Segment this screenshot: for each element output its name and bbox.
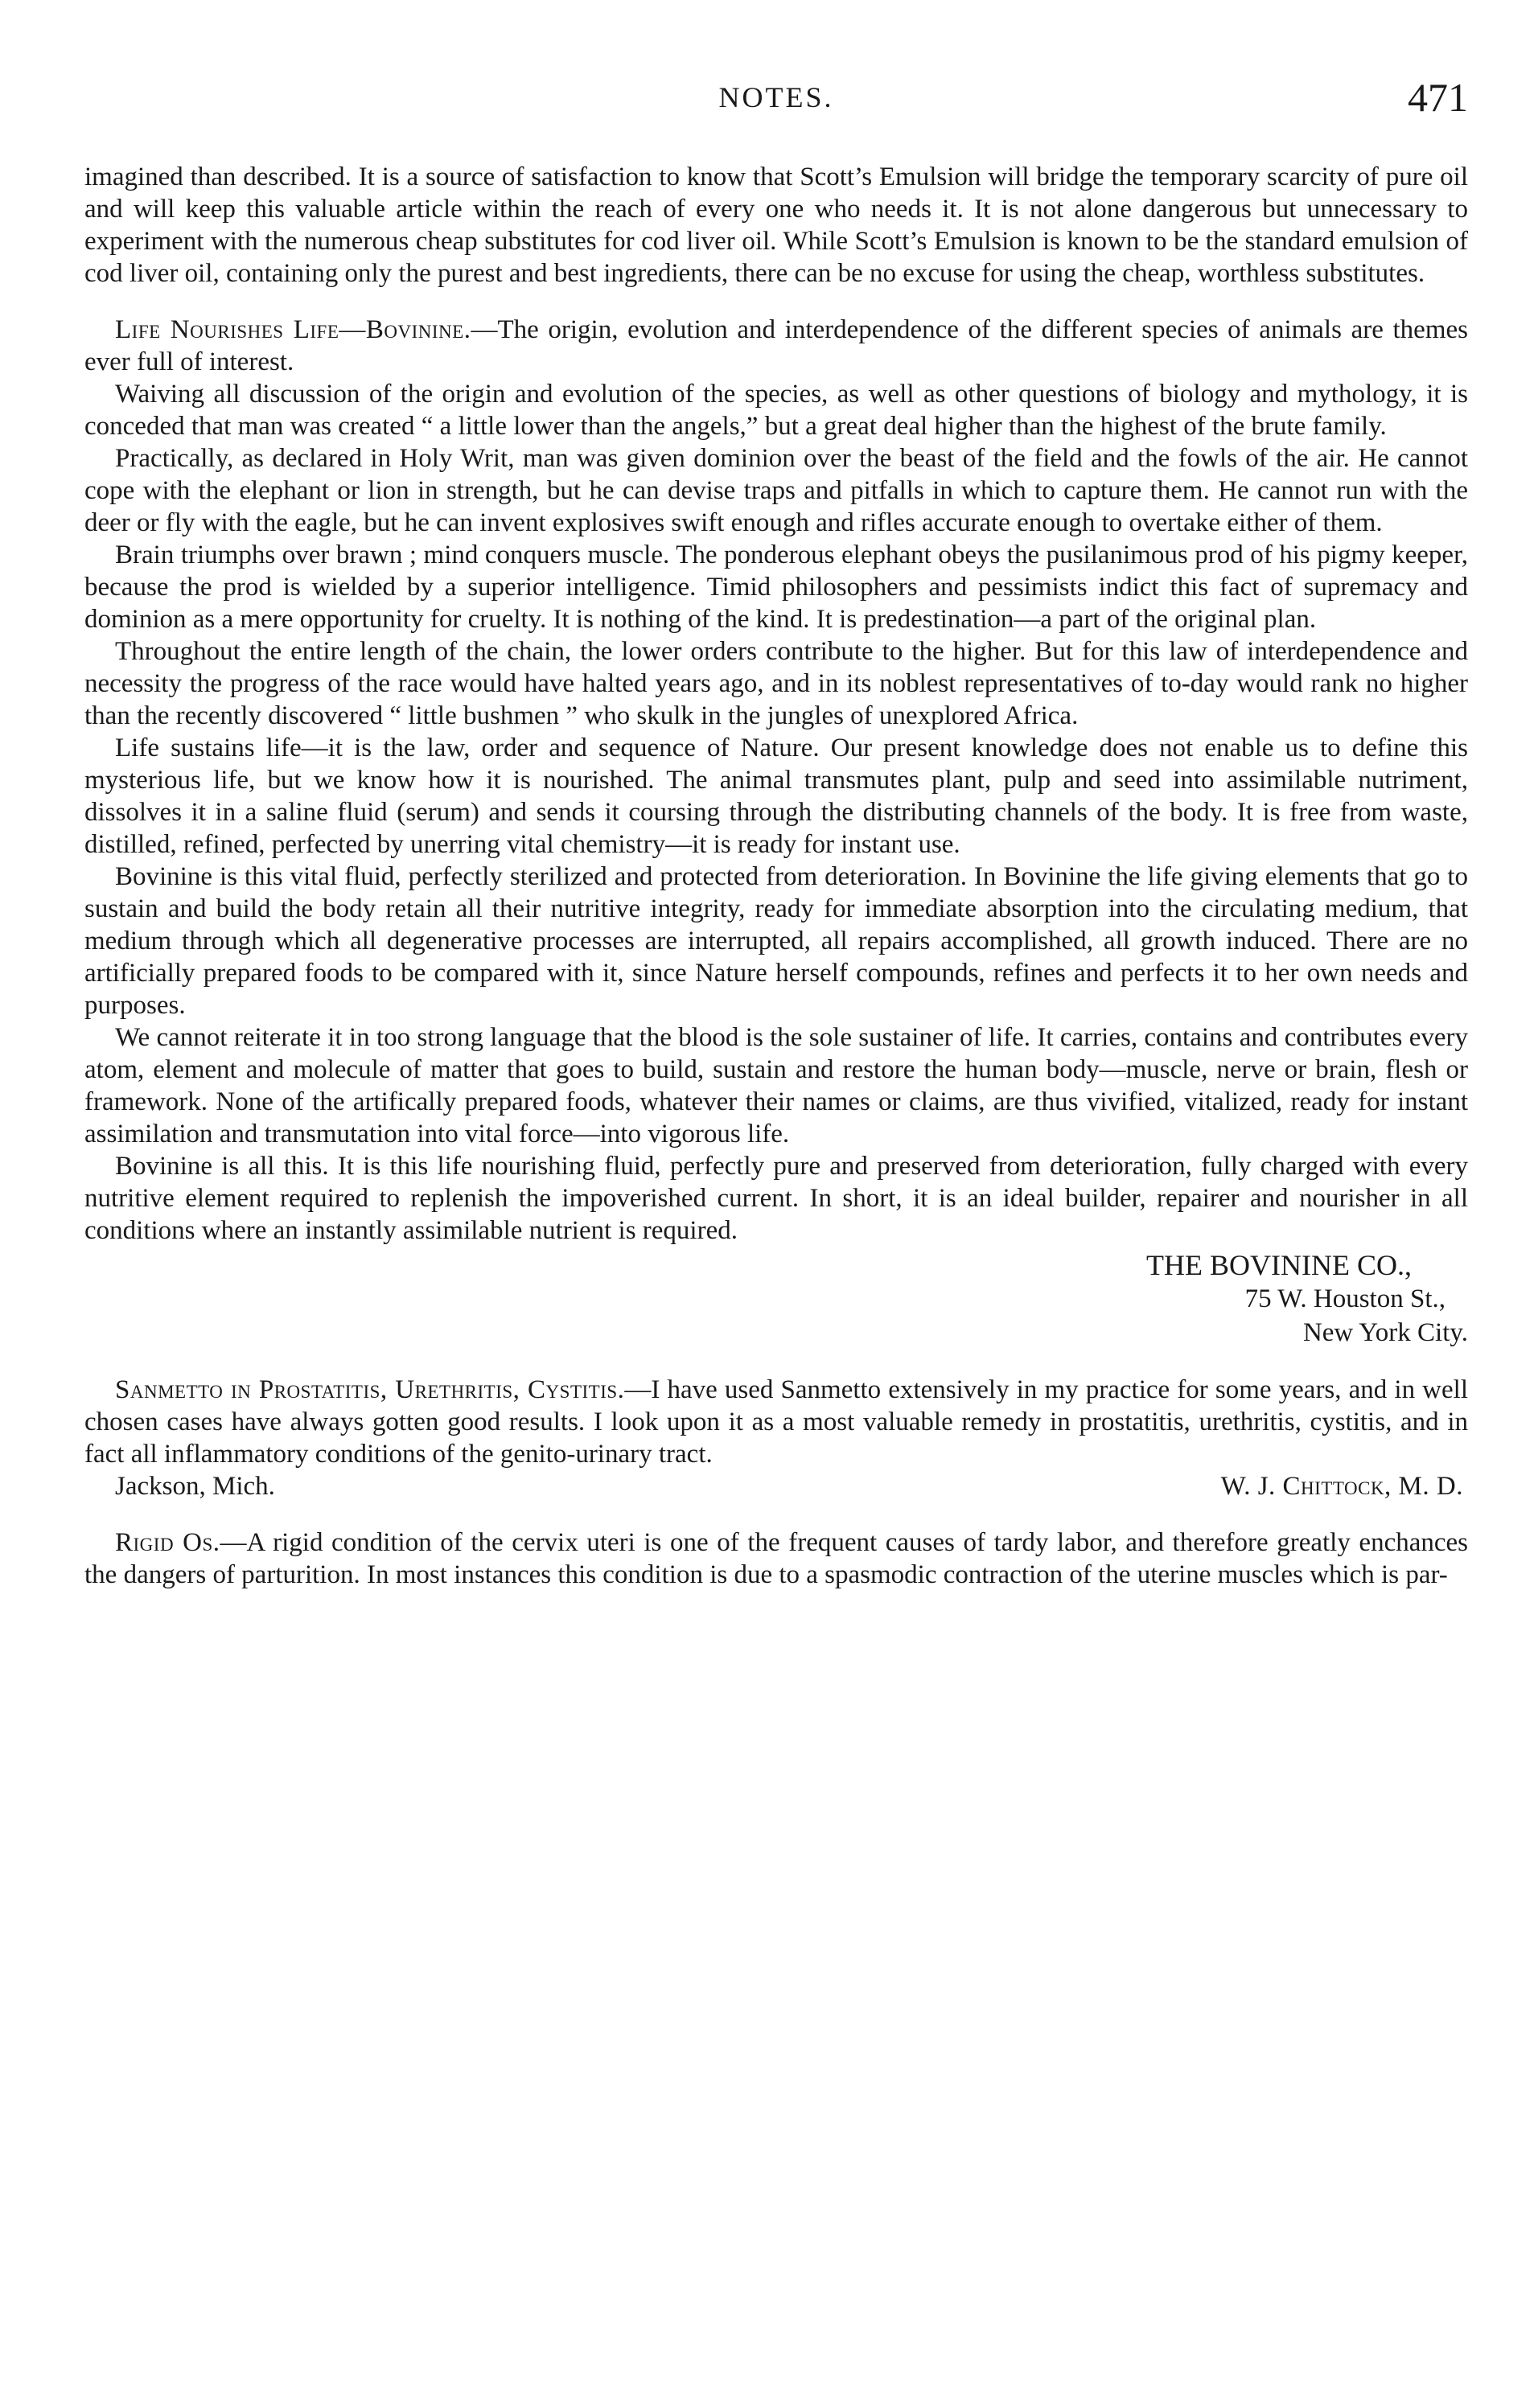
sanmetto-body: —I have used Sanmetto extensively in my practice for some years, and in well chosen cases have always gotten good results. I look upon it as a most valuable remedy in prostatitis, urethritis, cystitis, and in fact all inflammatory conditions of the genito-urinary tract.: [84, 1375, 1468, 1469]
rigid-os-paragraph: [84, 1527, 1468, 1591]
bovinine-paragraph-6: Bovinine is this vital fluid, perfectly sterilized and protected from deterioration. In Bovinine the life giving elements that go to sustain and build the body retain all their nutritive integrity, ready for immediate absorption into the circulating medium, that medium through which all degenerative processes are interrupted, all repairs accomplished, all growth induced. There are no artificially prepared foods to be compared with it, since Nature herself compounds, refines and perfects it to her own needs and purposes.: [84, 862, 1468, 1020]
page-number: 471: [1408, 75, 1468, 120]
rigid-os-body: —A rigid condition of the cervix uteri is one of the frequent causes of tardy labor, and therefore greatly enchances the dangers of parturition. In most instances this condition is due to a spasmodic contraction of the uterine muscles which is par-: [84, 1528, 1468, 1589]
sanmetto-paragraph: [84, 1374, 1468, 1470]
sanmetto-closing-line: [84, 1470, 1468, 1502]
bovinine-paragraph-3: Brain triumphs over brawn ; mind conquers muscle. The ponderous elephant obeys the pusilanimous prod of his pigmy keeper, because the prod is wielded by a superior intelligence. Timid philosophers and pessimists indict this fact of supremacy and dominion as a mere opportunity for cruelty. It is nothing of the kind. It is predestination—a part of the original plan.: [84, 540, 1468, 634]
bovinine-paragraph-5: Life sustains life—it is the law, order and sequence of Nature. Our present knowledge does not enable us to define this mysterious life, but we know how it is nourished. The animal transmutes plant, pulp and seed into assimilable nutriment, dissolves it in a saline fluid (serum) and sends it coursing through the distributing channels of the body. It is free from waste, distilled, refined, perfected by unerring vital chemistry—it is ready for instant use.: [84, 733, 1468, 859]
bovinine-heading: Life Nourishes Life—Bovinine.: [115, 315, 471, 344]
signature-company: THE BOVININE CO.,: [1146, 1249, 1412, 1281]
bovinine-paragraph-8: Bovinine is all this. It is this life nourishing fluid, perfectly pure and preserved from deterioration, fully charged with every nutritive element required to replenish the impoverished current. In short, it is an ideal builder, repairer and nourisher in all conditions where an instantly assimilable nutrient is required.: [84, 1152, 1468, 1245]
running-title: NOTES.: [718, 81, 834, 113]
rigid-os-heading: Rigid Os.: [115, 1528, 220, 1557]
sanmetto-heading: Sanmetto in Prostatitis, Urethritis, Cystitis.: [115, 1375, 625, 1404]
bovinine-paragraph-4: Throughout the entire length of the chain, the lower orders contribute to the higher. But for this law of interdependence and necessity the progress of the race would have halted years ago, and in its noblest representatives of to-day would rank no higher than the recently discovered “ little bushmen ” who skulk in the jungles of unexplored Africa.: [84, 637, 1468, 730]
body-text: [84, 161, 1468, 1591]
bovinine-signature: [84, 1248, 1468, 1350]
bovinine-paragraph-1: Waiving all discussion of the origin and evolution of the species, as well as other questions of biology and mythology, it is conceded that man was created “ a little lower than the angels,” but a great deal higher than the highest of the brute family.: [84, 380, 1468, 441]
signature-city: New York City.: [1302, 1318, 1468, 1347]
sanmetto-author: W. J. Chittock, M. D.: [1220, 1472, 1463, 1501]
running-head: [84, 74, 1468, 122]
signature-street: 75 W. Houston St.,: [1244, 1284, 1445, 1313]
bovinine-intro-paragraph: [84, 314, 1468, 378]
bovinine-paragraph-2: Practically, as declared in Holy Writ, man was given dominion over the beast of the field and the fowls of the air. He cannot cope with the elephant or lion in strength, but he can devise traps and pitfalls in which to capture them. He cannot run with the deer or fly with the eagle, but he can invent explosives swift enough and rifles accurate enough to overtake either of them.: [84, 444, 1468, 537]
sanmetto-place: Jackson, Mich.: [115, 1472, 275, 1501]
bovinine-paragraph-7: We cannot reiterate it in too strong language that the blood is the sole sustainer of life. It carries, contains and contributes every atom, element and molecule of matter that goes to build, sustain and restore the human body—muscle, nerve or brain, flesh or framework. None of the artifically prepared foods, whatever their names or claims, are thus vivified, vitalized, ready for instant assimilation and transmutation into vital force—into vigorous life.: [84, 1023, 1468, 1149]
scott-emulsion-paragraph: imagined than described. It is a source of satisfaction to know that Scott’s Emulsion will bridge the temporary scarcity of pure oil and will keep this valuable article within the reach of every one who needs it. It is not alone dangerous but unnecessary to experiment with the numerous cheap substitutes for cod liver oil. While Scott’s Emulsion is known to be the standard emulsion of cod liver oil, containing only the purest and best ingredients, there can be no excuse for using the cheap, worthless substitutes.: [84, 162, 1468, 288]
bovinine-intro-text: —The origin, evolution and interdependence of the different species of animals are themes ever full of interest.: [84, 315, 1468, 376]
